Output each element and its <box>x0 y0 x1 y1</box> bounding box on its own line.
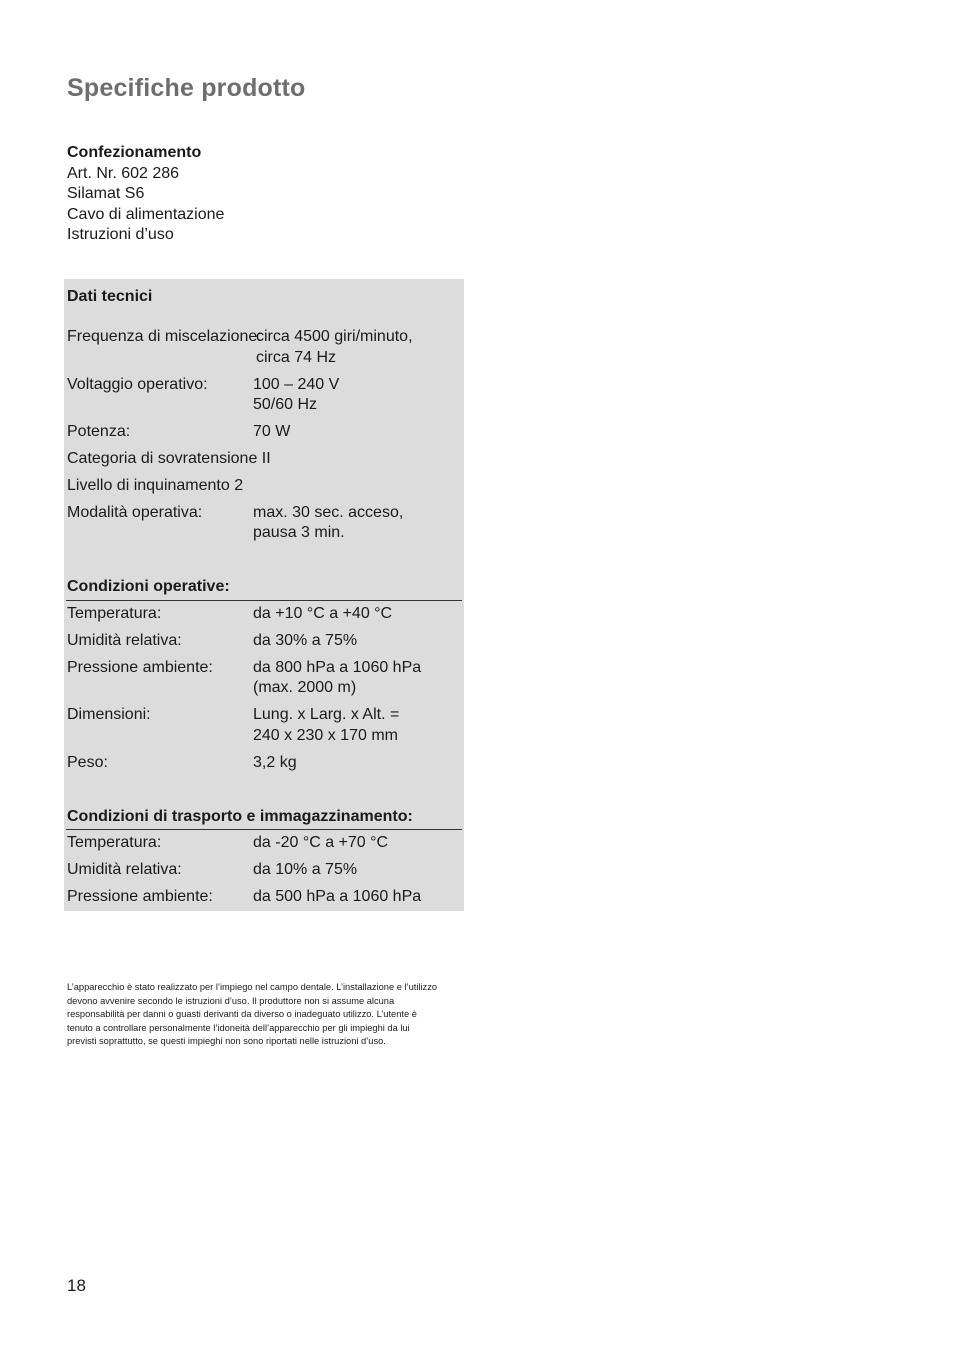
operating-mode-value: max. 30 sec. acceso, <box>253 504 404 521</box>
power-label: Potenza: <box>67 423 131 440</box>
packaging-heading: Confezionamento <box>67 144 202 161</box>
power-value: 70 W <box>253 423 291 440</box>
disclaimer-line: tenuto a controllare personalmente l’idoneità dell’apparecchio per gli impieghi da lui <box>67 1022 410 1033</box>
disclaimer-line: responsabilità per danni o guasti derivanti da diverso o inadeguato utilizzo. L’utente è <box>67 1009 417 1020</box>
tr-temperature-value: da -20 °C a +70 °C <box>253 834 389 851</box>
packaging-item: Art. Nr. 602 286 <box>67 164 180 182</box>
disclaimer-text <box>67 981 467 1049</box>
section-divider <box>66 600 462 601</box>
disclaimer-line: L’apparecchio è stato realizzato per l’impiego nel campo dentale. L’installazione e l’utilizzo <box>67 982 438 992</box>
page-number: 18 <box>67 1276 86 1295</box>
packaging-section <box>67 143 224 246</box>
weight-label: Peso: <box>67 754 108 771</box>
op-humidity-value: da 30% a 75% <box>253 632 358 649</box>
tr-pressure-label: Pressione ambiente: <box>67 888 213 905</box>
dimensions-formula: Lung. x Larg. x Alt. = <box>253 706 400 723</box>
voltage-value: 100 – 240 V <box>253 376 340 393</box>
operating-mode-pause: pausa 3 min. <box>253 524 345 541</box>
technical-heading: Dati tecnici <box>67 288 153 305</box>
packaging-item: Cavo di alimentazione <box>67 205 225 223</box>
tr-humidity-value: da 10% a 75% <box>253 861 358 878</box>
dimensions-label: Dimensioni: <box>67 706 151 723</box>
frequency-value-hz: circa 74 Hz <box>256 349 337 366</box>
op-pressure-label: Pressione ambiente: <box>67 659 213 676</box>
disclaimer-line: devono avvenire secondo le istruzioni d’uso. Il produttore non si assume alcuna <box>67 995 395 1006</box>
tr-pressure-value: da 500 hPa a 1060 hPa <box>253 888 422 905</box>
op-temperature-label: Temperatura: <box>67 605 162 622</box>
section-divider <box>66 829 462 830</box>
operating-mode-label: Modalità operativa: <box>67 504 203 521</box>
packaging-item: Silamat S6 <box>67 185 145 202</box>
disclaimer-line: previsti soprattutto, se questi impieghi non sono riportati nelle istruzioni d’uso. <box>67 1036 386 1047</box>
frequency-label: Frequenza di miscelazione: <box>67 328 262 345</box>
operating-conditions-heading: Condizioni operative: <box>67 578 230 595</box>
pollution-level: Livello di inquinamento 2 <box>67 477 244 494</box>
overvoltage-category: Categoria di sovratensione II <box>67 450 271 467</box>
page-title: Specifiche prodotto <box>67 74 306 102</box>
tr-temperature-label: Temperatura: <box>67 834 162 851</box>
voltage-label: Voltaggio operativo: <box>67 376 208 393</box>
op-humidity-label: Umidità relativa: <box>67 632 182 649</box>
voltage-frequency-value: 50/60 Hz <box>253 396 318 413</box>
dimensions-value: 240 x 230 x 170 mm <box>253 727 398 744</box>
packaging-item: Istruzioni d’uso <box>67 226 174 243</box>
op-pressure-altitude: (max. 2000 m) <box>253 679 357 696</box>
op-temperature-value: da +10 °C a +40 °C <box>253 605 393 622</box>
weight-value: 3,2 kg <box>253 754 297 771</box>
tr-humidity-label: Umidità relativa: <box>67 861 182 878</box>
transport-conditions-heading: Condizioni di trasporto e immagazzinamento: <box>67 808 413 825</box>
op-pressure-value: da 800 hPa a 1060 hPa <box>253 659 422 676</box>
frequency-value: circa 4500 giri/minuto, <box>256 328 413 345</box>
